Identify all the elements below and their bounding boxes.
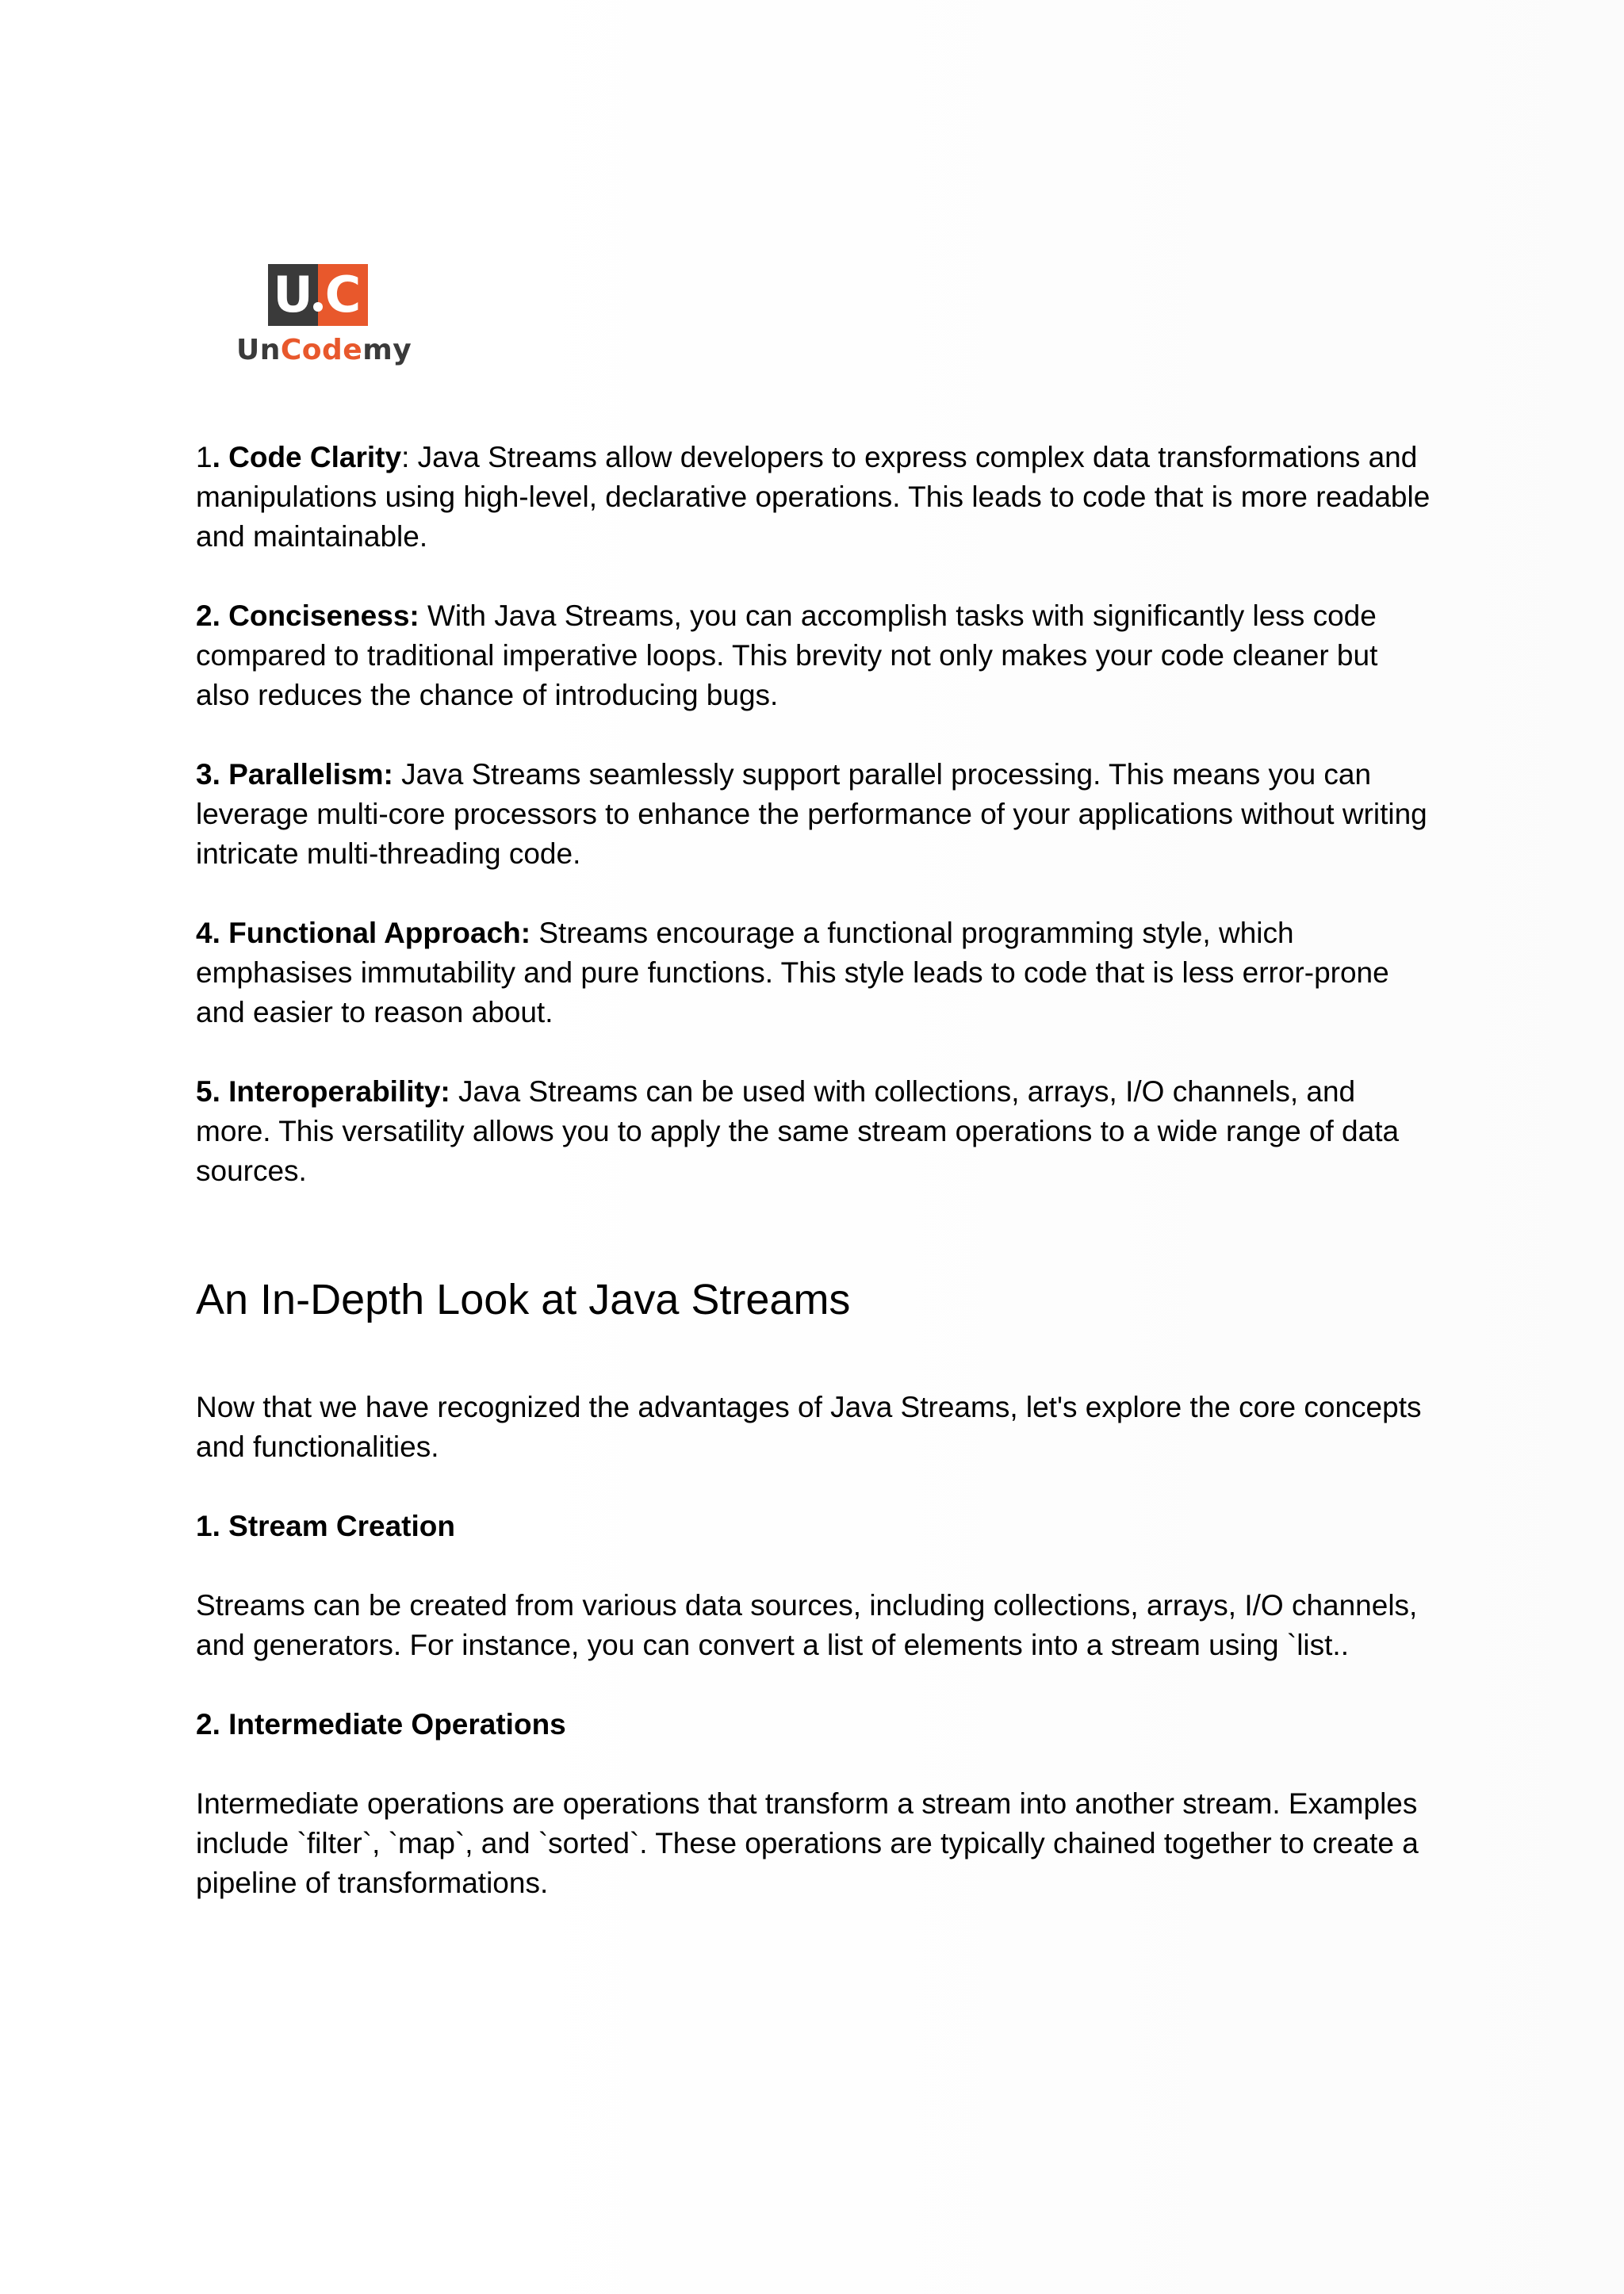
advantage-text: Streams encourage a functional programming style, which emphasises immutability and pure functions. This style leads to code that is less error-prone and easier to reason about.	[196, 917, 1389, 1028]
advantage-functional-approach	[196, 913, 1433, 1032]
advantage-text: Java Streams seamlessly support parallel processing. This means you can leverage multi-core processors to enhance the performance of your applications without writing intricate multi-threading code.	[196, 758, 1427, 870]
wordmark-my: my	[362, 334, 412, 366]
advantage-title: 3. Parallelism:	[196, 758, 393, 791]
advantage-title: 2. Conciseness:	[196, 599, 419, 632]
logo-mark	[268, 264, 368, 326]
advantage-text: With Java Streams, you can accomplish tasks with significantly less code compared to traditional imperative loops. This brevity not only makes your code cleaner but also reduces the chance of introducing bugs.	[196, 599, 1378, 711]
advantage-code-clarity	[196, 438, 1433, 557]
wordmark-un: Un	[236, 334, 281, 366]
advantage-number: 1	[196, 441, 213, 473]
advantage-text: Java Streams can be used with collections, arrays, I/O channels, and more. This versatility allows you to apply the same stream operations to a wide range of data sources.	[196, 1075, 1400, 1187]
advantage-text: Java Streams allow developers to express complex data transformations and manipulations using high-level, declarative operations. This leads to code that is more readable and maintainable.	[196, 441, 1431, 553]
advantage-parallelism	[196, 755, 1433, 874]
subsection-heading-stream-creation: 1. Stream Creation	[196, 1510, 455, 1542]
logo-c-letter: C	[324, 266, 362, 324]
logo-dot	[313, 302, 323, 312]
section-heading: An In-Depth Look at Java Streams	[196, 1276, 851, 1323]
advantage-title: . Code Clarity	[212, 441, 402, 473]
uncodemy-logo	[236, 264, 412, 367]
advantage-title: 5. Interoperability:	[196, 1075, 450, 1108]
logo-u-letter: U	[273, 266, 313, 324]
wordmark-code: Code	[280, 334, 363, 366]
subsection-body-stream-creation: Streams can be created from various data sources, including collections, arrays, I/O channels, and generators. For instance, you can convert a list of elements into a stream using `list..	[196, 1589, 1418, 1661]
spacer	[196, 1231, 1433, 1272]
advantage-separator: :	[401, 441, 410, 473]
subsection-heading-intermediate-operations: 2. Intermediate Operations	[196, 1708, 566, 1741]
advantage-conciseness	[196, 596, 1433, 715]
subsection-body-intermediate-operations: Intermediate operations are operations that transform a stream into another stream. Examples include `filter`, `map`, and `sorted`. These operations are typically chained together to create a pipeline of transformations.	[196, 1787, 1419, 1899]
document-content	[196, 438, 1433, 1943]
advantage-interoperability	[196, 1072, 1433, 1191]
section-intro: Now that we have recognized the advantages of Java Streams, let's explore the core concepts and functionalities.	[196, 1391, 1422, 1463]
logo-wordmark	[236, 334, 412, 366]
advantage-title: 4. Functional Approach:	[196, 917, 531, 949]
